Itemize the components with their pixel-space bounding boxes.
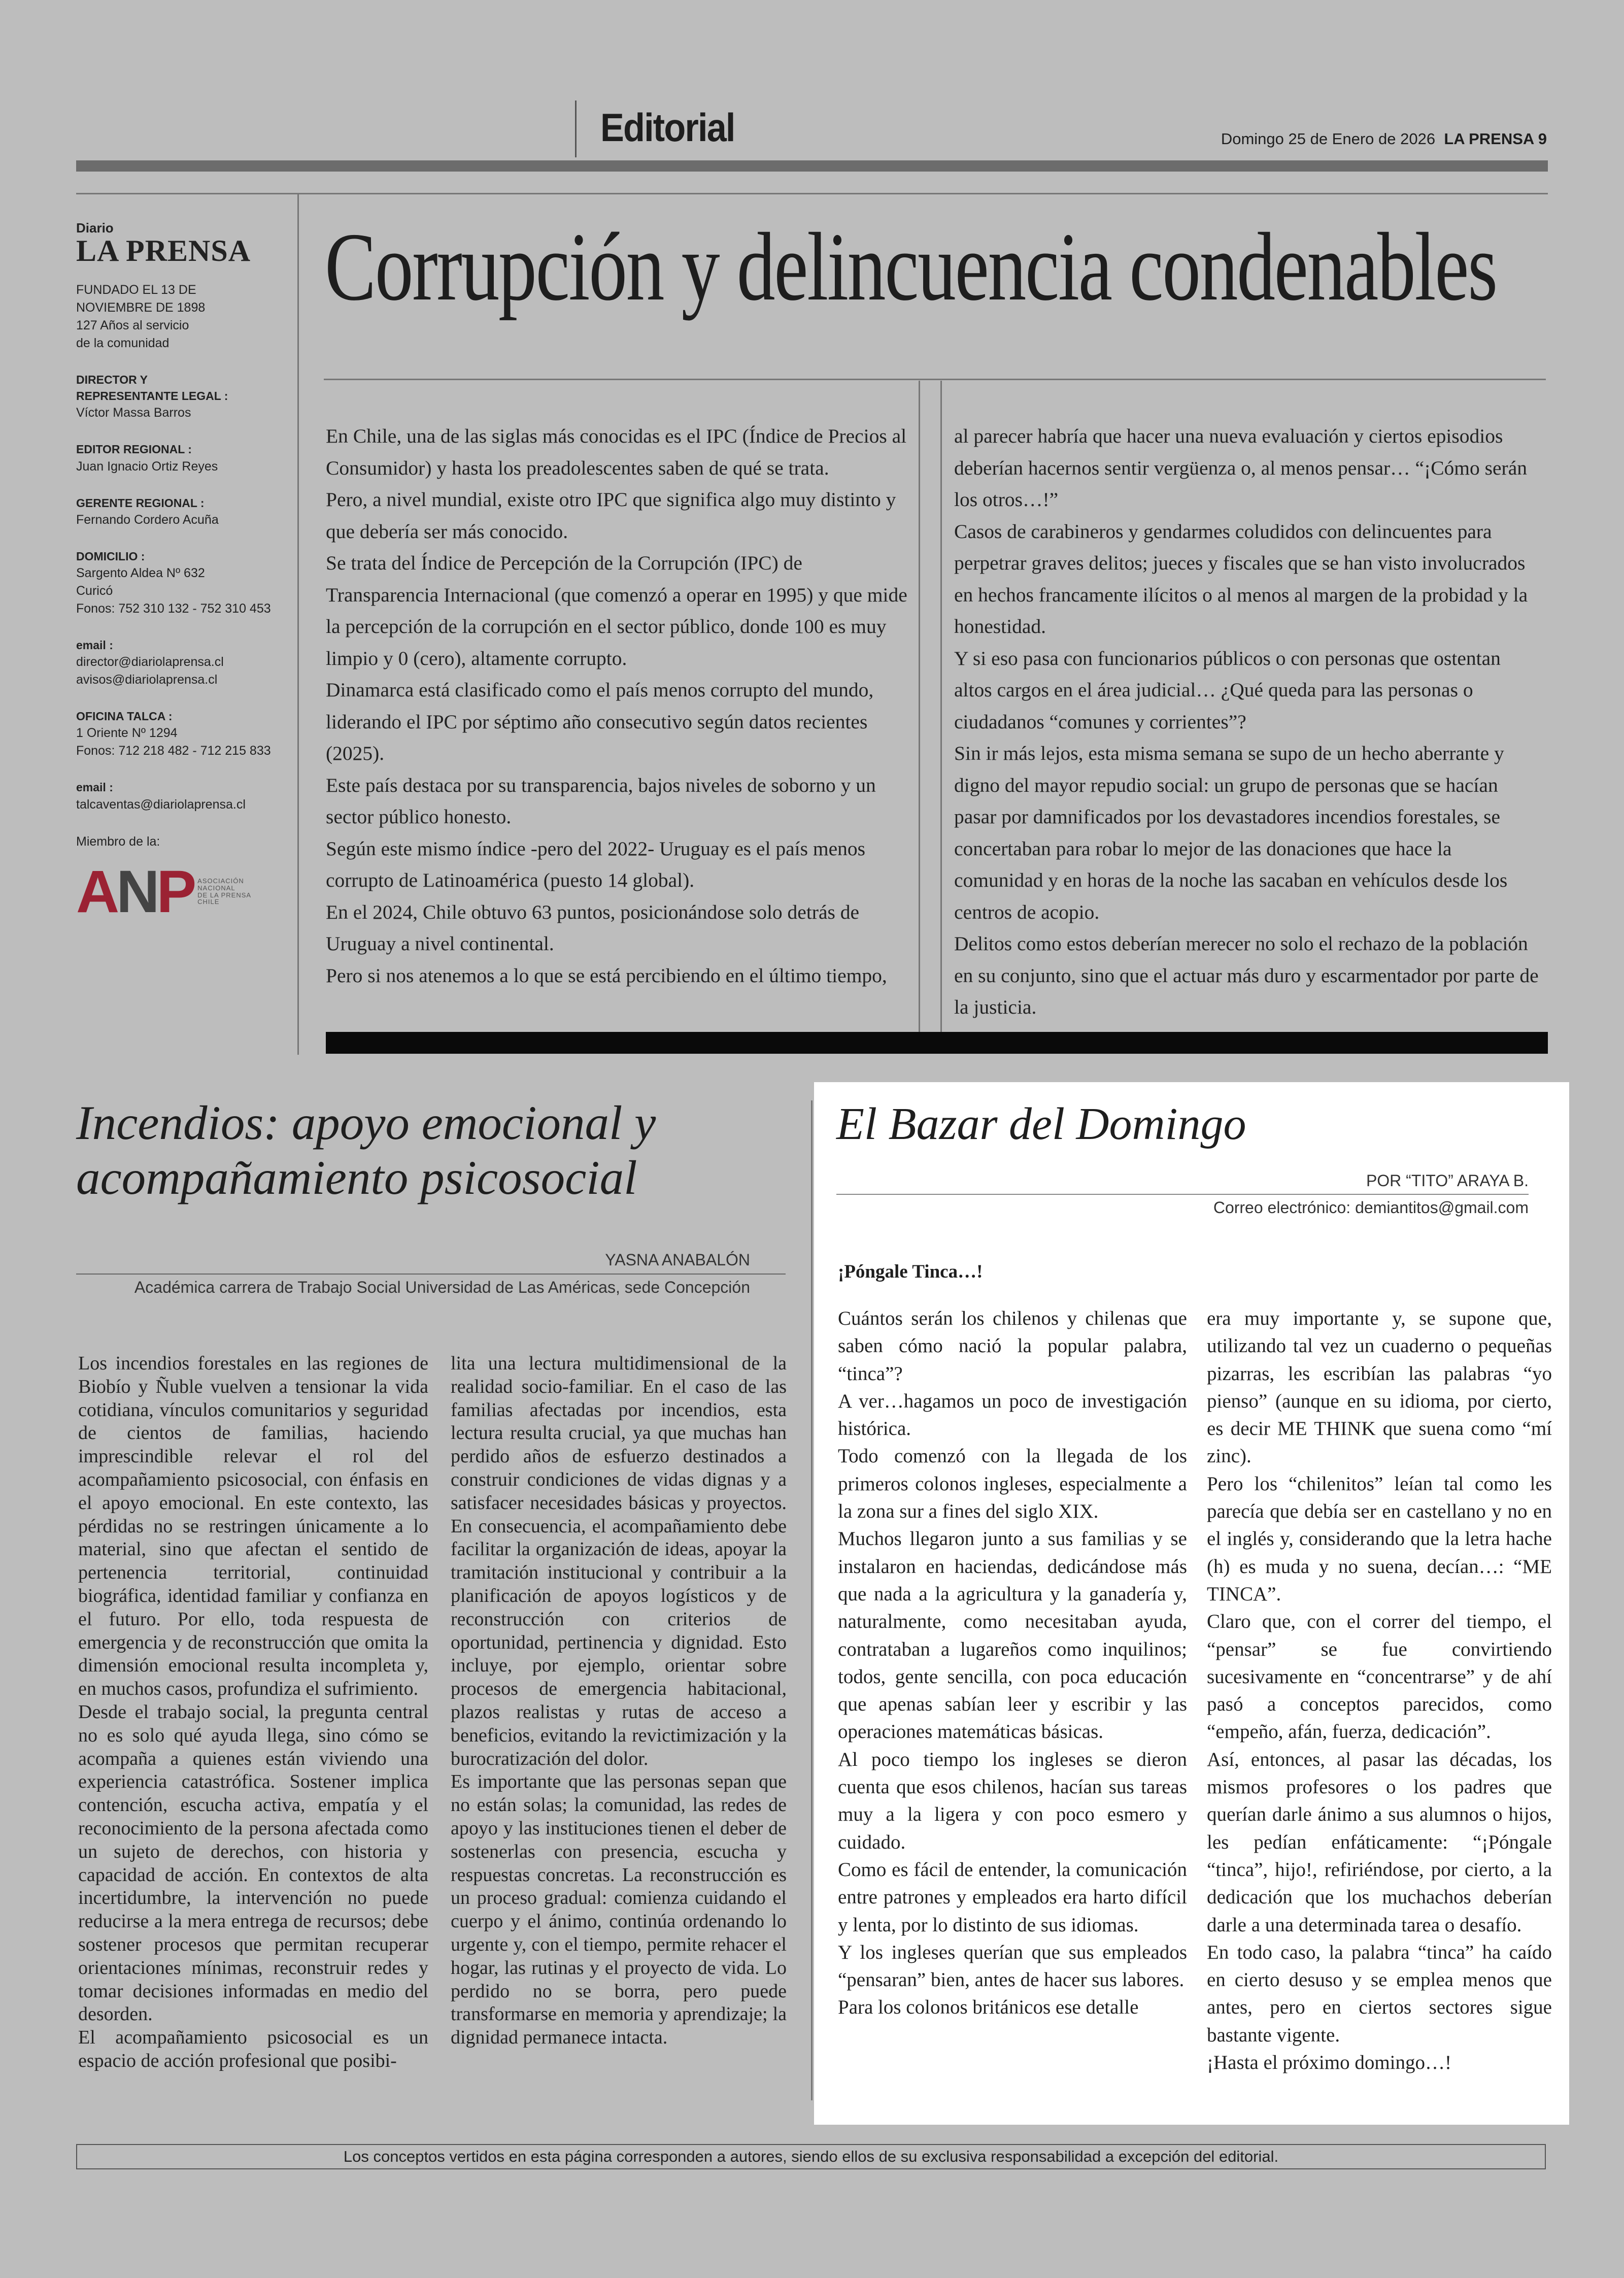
editorial-column-1 (326, 420, 909, 991)
incendios-author: YASNA ANABALÓN (605, 1251, 750, 1269)
paragraph: Pero si nos atenemos a lo que se está percibiendo en el último tiempo, (326, 964, 887, 987)
editor-label: EDITOR REGIONAL : (76, 443, 192, 456)
masthead-editor (76, 441, 289, 475)
domicilio-line: Curicó (76, 583, 113, 598)
paragraph: Claro que, con el correr del tiempo, el “pensar” se fue convirtiendo sucesivamente en “concentrarse” y de ahí pasó a conceptos parecidos, como “empeño, afán, fuerza, dedicación”. (1207, 1611, 1552, 1743)
paragraph: Al poco tiempo los ingleses se dieron cuenta que esos chilenos, hacían sus tareas muy a la ligera y con poco esmero y cuidado. (838, 1748, 1187, 1853)
paragraph: lita una lectura multidimensional de la realidad socio-familiar. En el caso de las familias afectadas por incendios, esta lectura resulta crucial, ya que muchas han perdido años de esfuerzo destinados a construir condiciones de vidas dignas y a satisfacer necesidades básicas y proyectos. En consecuencia, el acompañamiento debe facilitar la organización de ideas, apoyar la tramitación institucional y contribuir a la planificación de apoyos logísticos y de reconstrucción con criterios de oportunidad, pertinencia y dignidad. Esto incluye, por ejemplo, orientar sobre procesos de emergencia habitacional, plazos realistas y rutas de acceso a beneficios, evitando la revictimización y la burocratización del dolor. (451, 1353, 787, 1769)
anp-letter: N (116, 858, 157, 925)
masthead-founded (76, 281, 289, 352)
masthead-gerente (76, 495, 289, 529)
paragraph: Para los colonos británicos ese detalle (838, 1996, 1139, 2019)
paragraph: Muchos llegaron junto a sus familias y se instalaron en haciendas, dedicándose más que nada a la agricultura y la ganadería y, naturalmente, como necesitaban ayuda, contrataban a lugareños como inquilinos; todos, gente sencilla, con poca educación que apenas sabían leer y escribir y las operaciones matemáticas básicas. (838, 1528, 1187, 1743)
incendios-headline: Incendios: apoyo emocional y acompañamiento psicosocial (76, 1096, 656, 1204)
member-label: Miembro de la: (76, 834, 160, 849)
header-page-number: LA PRENSA 9 (1444, 130, 1547, 148)
masthead-domicilio (76, 548, 289, 618)
editorial-column-2 (954, 420, 1543, 1023)
anp-sub-line: NACIONAL (197, 884, 235, 892)
header-rule (76, 193, 1548, 194)
paragraph: Delitos como estos deberían merecer no solo el rechazo de la población en su conjunto, sino que el actuar más duro y escarmentador por parte de la justicia. (954, 932, 1539, 1018)
gerente-label: GERENTE REGIONAL : (76, 496, 205, 510)
domicilio-line: Fonos: 752 310 132 - 752 310 453 (76, 601, 271, 616)
anp-sub-line: ASOCIACIÓN (197, 877, 244, 885)
incendios-column-2 (451, 1352, 787, 2050)
paragraph: Sin ir más lejos, esta misma semana se supo de un hecho aberrante y digno del mayor repudio social: un grupo de personas que se hacían pasar por damnificados por los devastadores incendios forestales, se concertaban para robar lo mejor de las donaciones que hace la comunidad y en horas de la noche las sacaban en vehículos desde los centros de acopio. (954, 742, 1508, 923)
anp-sub-line: CHILE (197, 898, 220, 906)
masthead (76, 220, 289, 925)
paragraph: Los incendios forestales en las regiones de Biobío y Ñuble vuelven a tensionar la vida cotidiana, vínculos comunitarios y seguridad de cientos de familias, haciendo imprescindible relevar el rol del acompañamiento psicosocial, con énfasis en el apoyo emocional. En este contexto, las pérdidas no se restringen únicamente a lo material, sino que afectan el sentido de pertenencia territorial, continuidad biográfica, identidad familiar y confianza en el futuro. Por ello, toda respuesta de emergencia y de reconstrucción que omita la dimensión emocional resulta incompleta y, en muchos casos, profundiza el sufrimiento. (78, 1353, 428, 1700)
incendios-affiliation: Académica carrera de Trabajo Social Universidad de Las Américas, sede Concepción (134, 1278, 750, 1296)
paragraph: Cuántos serán los chilenos y chilenas que saben cómo nació la popular palabra, “tinca”? (838, 1308, 1187, 1385)
header-date: Domingo 25 de Enero de 2026 (1221, 130, 1436, 148)
paragraph: Se trata del Índice de Percepción de la Corrupción (IPC) de Transparencia Internacional (que comenzó a operar en 1995) y que mide la percepción de la corrupción en el sector público, donde 100 es muy limpio y 0 (cero), altamente corrupto. (326, 552, 907, 669)
footer-disclaimer: Los conceptos vertidos en esta página corresponden a autores, siendo ellos de su exclusiva responsabilidad a excepción del editorial. (76, 2144, 1546, 2169)
anp-letter: P (156, 858, 194, 925)
anp-sub-line: DE LA PRENSA (197, 891, 252, 899)
header-bar (76, 160, 1548, 172)
paragraph: Casos de carabineros y gendarmes coludidos con delincuentes para perpetrar graves delitos; jueces y fiscales que se han visto involucrados en hechos francamente ilícitos o al menos al margen de la probidad y la honestidad. (954, 520, 1528, 638)
talca-label: OFICINA TALCA : (76, 710, 173, 723)
director-label: REPRESENTANTE LEGAL : (76, 389, 228, 403)
paragraph: Según este mismo índice -pero del 2022- Uruguay es el país menos corrupto de Latinoamérica (puesto 14 global). (326, 837, 865, 891)
anp-letter: A (76, 858, 117, 925)
editorial-headline: Corrupción y delincuencia condenables (325, 213, 1497, 321)
section-separator-bar (326, 1032, 1548, 1054)
paragraph: Dinamarca está clasificado como el país menos corrupto del mundo, liderando el IPC por séptimo año consecutivo según datos recientes (2025). (326, 679, 874, 764)
paragraph: En todo caso, la palabra “tinca” ha caído en cierto desuso y se emplea menos que antes, pero en ciertos sectores sigue bastante vigente. (1207, 1941, 1552, 2046)
anp-logo (76, 858, 289, 925)
bazar-email: Correo electrónico: demiantitos@gmail.com (1213, 1198, 1529, 1217)
founded-line: 127 Años al servicio (76, 318, 189, 332)
email-address[interactable]: director@diariolaprensa.cl (76, 655, 224, 669)
paragraph: Y si eso pasa con funcionarios públicos o con personas que ostentan altos cargos en el área judicial… ¿Qué queda para las personas o ciudadanos “comunes y corrientes”? (954, 647, 1501, 733)
paragraph: Todo comenzó con la llegada de los primeros colonos ingleses, especialmente a la zona sur a fines del siglo XIX. (838, 1445, 1187, 1523)
anp-logo-subtitle (197, 878, 251, 906)
paragraph: Desde el trabajo social, la pregunta central no es solo qué ayuda llega, sino cómo se acompaña a quienes están viviendo una experiencia catastrófica. Sostener implica contención, escucha activa, empatía y el reconocimiento de la persona afectada como un sujeto de derechos, con historia y capacidad de acción. En contextos de alta incertidumbre, la intervención no puede reducirse a la mera entrega de recursos; debe sostener procesos que permitan recuperar orientaciones mínimas, reconstruir redes y tomar decisiones informadas en medio del desorden. (78, 1701, 428, 2025)
paragraph: al parecer habría que hacer una nueva evaluación y ciertos episodios deberían hacernos sentir vergüenza o, al menos pensar… “¡Cómo serán los otros…!” (954, 425, 1527, 511)
email-label: email : (76, 638, 113, 652)
anp-logo-mark (76, 858, 194, 925)
bazar-kicker: ¡Póngale Tinca…! (838, 1261, 983, 1282)
talca-line: 1 Oriente Nº 1294 (76, 726, 178, 741)
paragraph: En el 2024, Chile obtuvo 63 puntos, posicionándose solo detrás de Uruguay a nivel continental. (326, 900, 860, 955)
founded-line: de la comunidad (76, 336, 170, 350)
article-divider (811, 1100, 813, 2100)
paragraph: ¡Hasta el próximo domingo…! (1207, 2052, 1451, 2074)
paragraph: El acompañamiento psicosocial es un espacio de acción profesional que posibi- (78, 2027, 428, 2071)
bazar-column-1 (838, 1305, 1187, 2022)
paragraph: Como es fácil de entender, la comunicación entre patrones y empleados era harto difícil y lenta, por lo distinto de sus idiomas. (838, 1858, 1187, 1936)
column-divider (919, 381, 920, 1033)
masthead-logo: LA PRENSA (76, 234, 251, 267)
gerente-name: Fernando Cordero Acuña (76, 512, 219, 527)
paragraph: En Chile, una de las siglas más conocidas es el IPC (Índice de Precios al Consumidor) y hasta los preadolescentes saben de qué se trata. (326, 425, 907, 479)
headline-rule (324, 379, 1546, 380)
domicilio-label: DOMICILIO : (76, 549, 145, 563)
masthead-diario: Diario (76, 220, 114, 236)
founded-line: NOVIEMBRE DE 1898 (76, 300, 206, 315)
section-title: Editorial (600, 105, 735, 150)
paragraph: Es importante que las personas sepan que no están solas; la comunidad, las redes de apoyo y las instituciones tienen el deber de sostenerlas con presencia, escucha y respuestas concretas. La reconstrucción es un proceso gradual: comienza cuidando el cuerpo y el ánimo, continúa ordenando lo urgente y, con el tiempo, permite rehacer el hogar, las rutinas y el proyecto de vida. Lo perdido no se borra, pero puede transformarse en memoria y aprendizaje; la dignidad permanece intacta. (451, 1771, 787, 2049)
masthead-director (76, 372, 289, 422)
bazar-title: El Bazar del Domingo (836, 1099, 1246, 1149)
paragraph: Pero los “chilenitos” leían tal como les parecía que debía ser en castellano y no en el inglés y, considerando que la letra hache (h) es muda y no suena, decían…: “ME TINCA”. (1207, 1472, 1552, 1605)
bazar-column-2 (1207, 1305, 1552, 2076)
founded-line: FUNDADO EL 13 DE (76, 283, 196, 297)
header-dateline (1221, 130, 1547, 148)
email2-address[interactable]: talcaventas@diariolaprensa.cl (76, 797, 246, 812)
sidebar-divider (297, 194, 299, 1055)
paragraph: Este país destaca por su transparencia, bajos niveles de soborno y un sector público honesto. (326, 774, 876, 828)
masthead-email (76, 637, 289, 689)
column-divider (940, 381, 942, 1033)
paragraph: Así, entonces, al pasar las décadas, los mismos profesores o los padres que querían darle ánimo a sus alumnos o hijos, les pedían enfáticamente: “¡Póngale “tinca”, hijo!, refiriéndose, por cierto, a la dedicación que los muchachos deberían darle a una determinada tarea o desafío. (1207, 1748, 1552, 1936)
header-divider (575, 100, 577, 157)
byline-rule (76, 1274, 786, 1275)
talca-line: Fonos: 712 218 482 - 712 215 833 (76, 744, 271, 758)
paragraph: era muy importante y, se supone que, utilizando tal vez un cuaderno o pequeñas pizarras, les escribían las palabras “yo pienso” (aunque en su idioma, por cierto, es decir ME THINK que suena como “mí zinc). (1207, 1308, 1552, 1467)
incendios-column-1 (78, 1352, 428, 2073)
paragraph: A ver…hagamos un poco de investigación histórica. (838, 1390, 1187, 1440)
email2-label: email : (76, 781, 113, 794)
paragraph: Pero, a nivel mundial, existe otro IPC que significa algo muy distinto y que debería ser más conocido. (326, 488, 896, 543)
paragraph: Y los ingleses querían que sus empleados “pensaran” bien, antes de hacer sus labores. (838, 1941, 1187, 1991)
masthead-email2 (76, 779, 289, 813)
bazar-author: POR “TITO” ARAYA B. (1366, 1171, 1529, 1190)
director-name: Víctor Massa Barros (76, 406, 191, 420)
email-address[interactable]: avisos@diariolaprensa.cl (76, 673, 218, 687)
masthead-talca (76, 708, 289, 760)
editor-name: Juan Ignacio Ortiz Reyes (76, 459, 218, 474)
domicilio-line: Sargento Aldea Nº 632 (76, 565, 205, 580)
bazar-rule (836, 1194, 1529, 1195)
director-label: DIRECTOR Y (76, 373, 148, 386)
